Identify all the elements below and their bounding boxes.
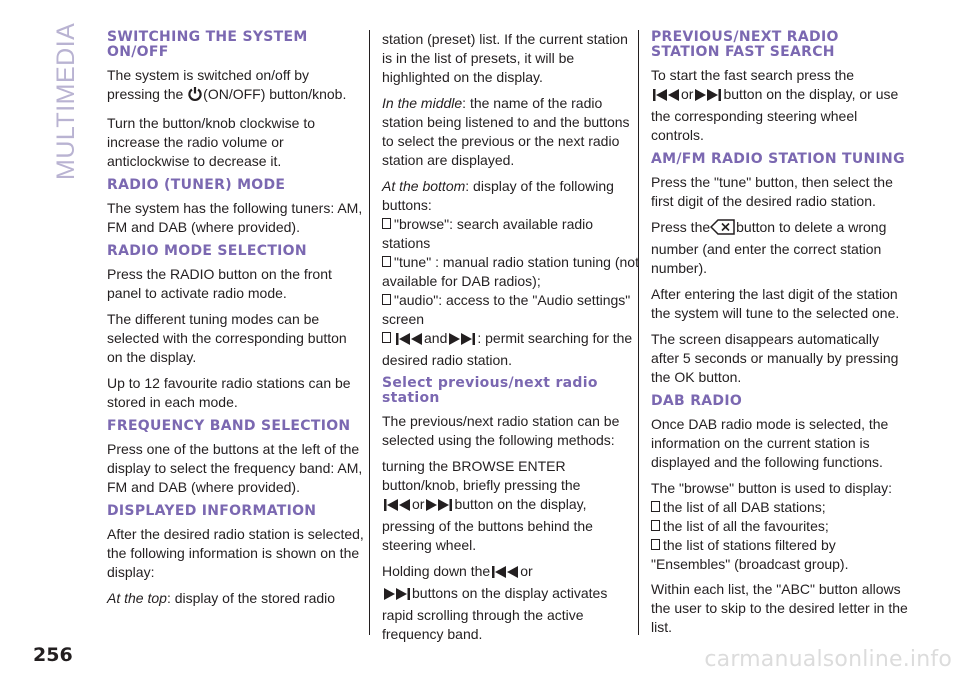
paragraph: Turn the button/knob clockwise to increase the radio volume or anticlockwise to decrease it. [107, 115, 316, 169]
paragraph: After entering the last digit of the station the system will tune to the selected one. [651, 286, 900, 321]
previous-icon [382, 498, 412, 517]
heading-displayed-information: DISPLAYED INFORMATION [107, 503, 317, 519]
paragraph [382, 94, 640, 170]
text: or [412, 496, 425, 512]
bullet-icon [382, 256, 391, 267]
text: button on the display, or use the corresponding steering wheel controls. [651, 86, 899, 143]
text: turning the BROWSE ENTER button/knob, briefly pressing the [382, 458, 581, 493]
text: : the name of the radio station being listened to and the buttons to select the previous or the next radio station are displayed. [382, 95, 630, 168]
text: "browse": search available radio stations [382, 216, 594, 251]
heading-frequency-band: FREQUENCY BAND SELECTION [107, 418, 351, 434]
next-icon [693, 88, 723, 107]
watermark: carmanualsonline.info [704, 647, 952, 672]
power-icon [187, 86, 203, 107]
heading-fast-search: PREVIOUS/NEXT RADIO STATION FAST SEARCH [651, 29, 839, 60]
emphasis: At the top [107, 590, 167, 606]
section-label: MULTIMEDIA [52, 22, 80, 180]
heading-station-tuning: AM/FM RADIO STATION TUNING [651, 151, 905, 167]
bullet-icon [382, 218, 391, 229]
text: "tune" : manual radio station tuning (not available for DAB radios); [382, 254, 639, 289]
emphasis: In the middle [382, 95, 463, 111]
list-item [382, 329, 640, 370]
bullet-icon [651, 501, 660, 512]
text: : display of the stored radio [166, 590, 336, 606]
text: Holding down the [382, 563, 491, 579]
text: Press the [651, 219, 711, 235]
paragraph: Press the RADIO button on the front panel to activate radio mode. [107, 266, 332, 301]
paragraph [382, 177, 640, 215]
bullet-icon [651, 520, 660, 531]
text: buttons on the display activates rapid scrolling through the active frequency band. [382, 585, 608, 642]
backspace-icon [710, 219, 736, 240]
heading-mode-selection: RADIO MODE SELECTION [107, 243, 307, 259]
paragraph: Within each list, the "ABC" button allows the user to skip to the desired letter in the list. [651, 581, 908, 635]
paragraph: After the desired radio station is selected, the following information is shown on the display: [107, 526, 364, 580]
text: : permit searching for the desired radio station. [382, 330, 633, 368]
paragraph: The previous/next radio station can be selected using the following methods: [382, 413, 620, 448]
bullet-icon [382, 294, 391, 305]
text: : display of the following buttons: [382, 178, 614, 213]
paragraph [107, 589, 365, 608]
bullet-icon [651, 539, 660, 550]
paragraph: Press the "tune" button, then select the first digit of the desired radio station. [651, 174, 893, 209]
paragraph [382, 562, 640, 644]
text: button to delete a wrong number (and enter the correct station number). [651, 219, 887, 276]
previous-icon [490, 565, 520, 584]
column-1 [107, 30, 365, 615]
paragraph: The screen disappears automatically after 5 seconds or manually by pressing the OK button. [651, 331, 899, 385]
list-item [651, 517, 909, 536]
paragraph: station (preset) list. If the current station is in the list of presets, it will be highlighted on the display. [382, 31, 628, 85]
paragraph: The "browse" button is used to display: [651, 480, 893, 496]
page-number: 256 [33, 644, 73, 666]
list-item [382, 291, 640, 329]
text: To start the fast search press the [651, 67, 855, 83]
paragraph [382, 457, 640, 555]
list-item [651, 498, 909, 517]
column-divider [369, 30, 370, 635]
text: (ON/OFF) button/knob. [203, 86, 347, 102]
next-icon [424, 498, 454, 517]
text: The system is switched on/off by pressing the [107, 67, 310, 102]
text: or [681, 86, 694, 102]
heading-tuner-mode: RADIO (TUNER) MODE [107, 177, 286, 193]
paragraph: The system has the following tuners: AM, FM and DAB (where provided). [107, 200, 363, 235]
paragraph: The different tuning modes can be selected with the corresponding button on the display. [107, 311, 347, 365]
column-3 [651, 30, 909, 644]
next-icon [382, 587, 412, 606]
paragraph [107, 66, 365, 107]
previous-icon [651, 88, 681, 107]
bullet-icon [382, 332, 391, 343]
paragraph: Press one of the buttons at the left of the display to select the frequency band: AM, FM and DAB (where provided). [107, 441, 363, 495]
heading-dab-radio: DAB RADIO [651, 393, 743, 409]
text: "audio": access to the "Audio settings" screen [382, 292, 631, 327]
paragraph [651, 66, 909, 145]
emphasis: At the bottom [382, 178, 466, 194]
heading-switching: SWITCHING THE SYSTEM ON/OFF [107, 29, 308, 60]
heading-select-station: Select previous/next radio station [382, 375, 598, 406]
list-item [382, 215, 640, 253]
list-item [382, 253, 640, 291]
text: or [520, 563, 533, 579]
text: the list of all the favourites; [663, 518, 829, 534]
text: and [424, 330, 448, 346]
text: the list of stations filtered by "Ensembles" (broadcast group). [651, 537, 849, 572]
paragraph [651, 218, 909, 278]
column-2 [382, 30, 640, 651]
previous-icon [394, 332, 424, 351]
text: button on the display, pressing of the buttons behind the steering wheel. [382, 496, 593, 553]
next-icon [447, 332, 477, 351]
list-item [651, 536, 909, 574]
paragraph: Up to 12 favourite radio stations can be stored in each mode. [107, 375, 351, 410]
paragraph: Once DAB radio mode is selected, the information on the current station is displayed and the following functions. [651, 416, 889, 470]
text: the list of all DAB stations; [663, 499, 826, 515]
